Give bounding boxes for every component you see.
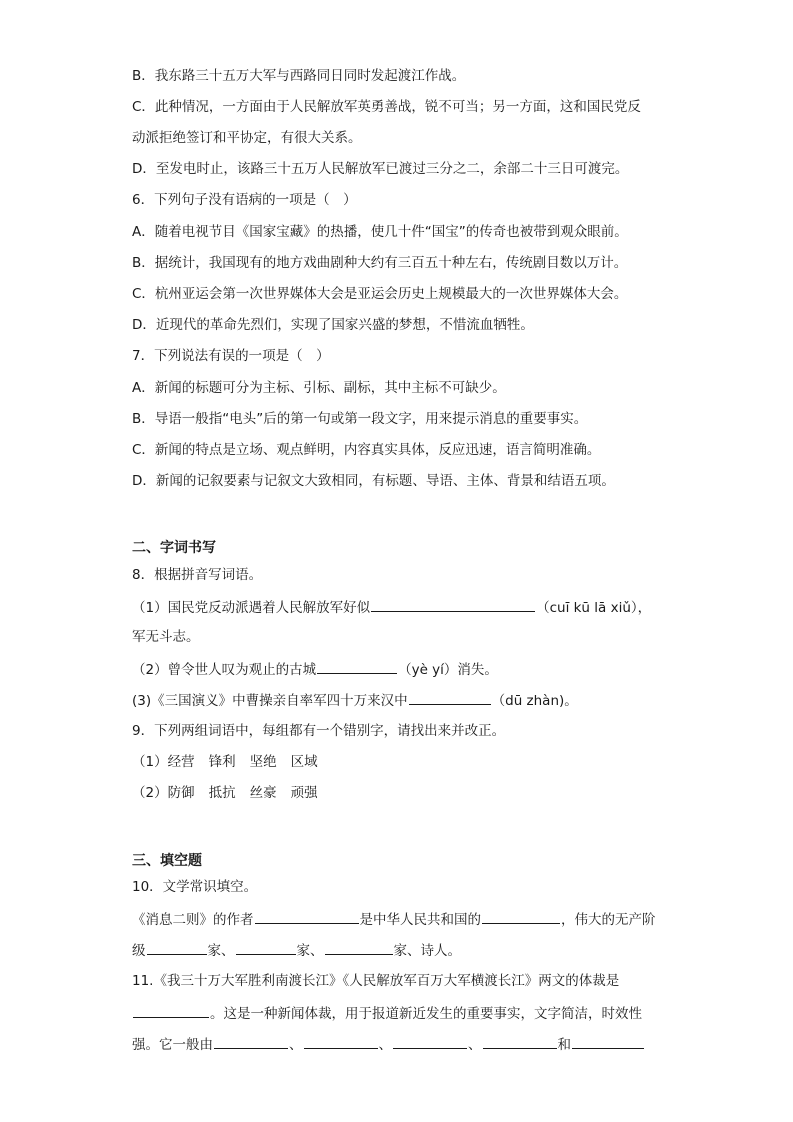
q10-line-1: [132, 908, 672, 930]
q9-group-2: [132, 783, 672, 803]
q6-stem: 6．下列句子没有语病的一项是（ ）: [132, 192, 357, 208]
q10-answer-blank-2[interactable]: [482, 908, 560, 924]
q7-option-a: A．新闻的标题可分为主标、引标、副标，其中主标不可缺少。: [132, 380, 506, 396]
q8-item-3-pinyin: （dū zhàn)。: [491, 693, 578, 709]
q11-line-3: [132, 1033, 672, 1055]
q11-answer-blank-2[interactable]: [214, 1033, 288, 1049]
q11-text: 、: [378, 1037, 392, 1053]
q8-item-1-continued: 军无斗志。: [132, 629, 200, 645]
q11-answer-blank-5[interactable]: [483, 1033, 557, 1049]
q11-text: 、: [468, 1037, 482, 1053]
q5-option-c: C．此种情况，一方面由于人民解放军英勇善战，锐不可当；另一方面，这和国民党反: [132, 99, 641, 115]
q8-stem: 8．根据拼音写词语。: [132, 567, 263, 583]
q11-line-2: [132, 1002, 672, 1024]
q9-word: 防御: [167, 785, 195, 801]
q10-text: 家、: [207, 943, 235, 959]
q8-item-1-pinyin: （cuī kū lā xiǔ），: [536, 600, 652, 616]
q10-answer-blank-4[interactable]: [236, 939, 296, 955]
q6-option-b: B．据统计，我国现有的地方戏曲剧种大约有三百五十种左右，传统剧目数以万计。: [132, 255, 628, 271]
q10-text: ，伟大的无产阶: [561, 912, 656, 928]
q7-option-b: B．导语一般指“电头”后的第一句或第一段文字，用来提示消息的重要事实。: [132, 411, 588, 427]
q5-option-b: B．我东路三十五万大军与西路同日同时发起渡江作战。: [132, 68, 466, 84]
q10-text: 级: [132, 943, 146, 959]
q10-answer-blank-1[interactable]: [255, 908, 359, 924]
q8-item-2-text: （2）曾令世人叹为观止的古城: [132, 662, 317, 678]
q8-item-1: [132, 596, 672, 618]
q11-text: 。这是一种新闻体裁，用于报道新近发生的重要事实，文字简洁，时效性: [210, 1006, 642, 1022]
q11-answer-blank-4[interactable]: [393, 1033, 467, 1049]
q6-option-d: D．近现代的革命先烈们，实现了国家兴盛的梦想，不惜流血牺牲。: [132, 317, 534, 333]
q11-text: 、: [289, 1037, 303, 1053]
q8-answer-blank-2[interactable]: [317, 658, 397, 674]
q9-group-1-label: （1）: [132, 754, 168, 770]
q8-item-2: [132, 658, 672, 680]
q7-stem: 7．下列说法有误的一项是（ ）: [132, 348, 330, 364]
q5-option-d: D．至发电时止，该路三十五万人民解放军已渡过三分之二，余部二十三日可渡完。: [132, 161, 629, 177]
q7-option-c: C．新闻的特点是立场、观点鲜明，内容真实具体，反应迅速，语言简明准确。: [132, 442, 601, 458]
q9-word: 锋利: [208, 754, 236, 770]
q11-text: 强。它一般由: [132, 1037, 213, 1053]
q8-item-1-text: （1）国民党反动派遇着人民解放军好似: [132, 600, 371, 616]
q11-answer-blank-6[interactable]: [572, 1033, 644, 1049]
q9-word: 顽强: [290, 785, 318, 801]
q6-option-a: A．随着电视节目《国家宝藏》的热播，使几十件“国宝”的传奇也被带到观众眼前。: [132, 224, 628, 240]
q9-group-2-label: （2）: [132, 785, 168, 801]
q6-option-c: C．杭州亚运会第一次世界媒体大会是亚运会历史上规模最大的一次世界媒体大会。: [132, 286, 628, 302]
q11-text: 和: [557, 1037, 571, 1053]
q10-stem: 10．文学常识填空。: [132, 879, 258, 895]
q11-answer-blank-3[interactable]: [304, 1033, 378, 1049]
q9-word: 区域: [290, 754, 318, 770]
q5-option-c-continued: 动派拒绝签订和平协定，有很大关系。: [132, 130, 362, 146]
q8-item-3-text: (3)《三国演义》中曹操亲自率军四十万来汉中: [132, 693, 408, 709]
q8-item-3: [132, 689, 672, 711]
q10-text: 家、: [296, 943, 324, 959]
q8-answer-blank-3[interactable]: [409, 689, 491, 705]
q8-item-2-pinyin: （yè yí）消失。: [398, 662, 498, 678]
q9-word: 丝豪: [249, 785, 277, 801]
section-title-fill-in: 三、填空题: [132, 853, 202, 869]
q11-line-1: 11.《我三十万大军胜利南渡长江》《人民解放军百万大军横渡长江》两文的体裁是: [132, 973, 620, 989]
q9-stem: 9．下列两组词语中，每组都有一个错别字，请找出来并改正。: [132, 723, 506, 739]
q10-answer-blank-3[interactable]: [147, 939, 207, 955]
q11-answer-blank-1[interactable]: [133, 1002, 209, 1018]
q10-line-2: [132, 939, 672, 961]
q9-word: 抵抗: [208, 785, 236, 801]
section-title-vocabulary: 二、字词书写: [132, 540, 216, 556]
q10-answer-blank-5[interactable]: [325, 939, 393, 955]
q10-text: 《消息二则》的作者: [132, 912, 254, 928]
q10-text: 是中华人民共和国的: [359, 912, 481, 928]
q9-group-1: [132, 752, 672, 772]
q9-word: 经营: [167, 754, 195, 770]
q7-option-d: D．新闻的记叙要素与记叙文大致相同，有标题、导语、主体、背景和结语五项。: [132, 473, 615, 489]
q9-word: 坚绝: [249, 754, 277, 770]
q10-text: 家、诗人。: [393, 943, 461, 959]
q8-answer-blank-1[interactable]: [371, 596, 535, 612]
